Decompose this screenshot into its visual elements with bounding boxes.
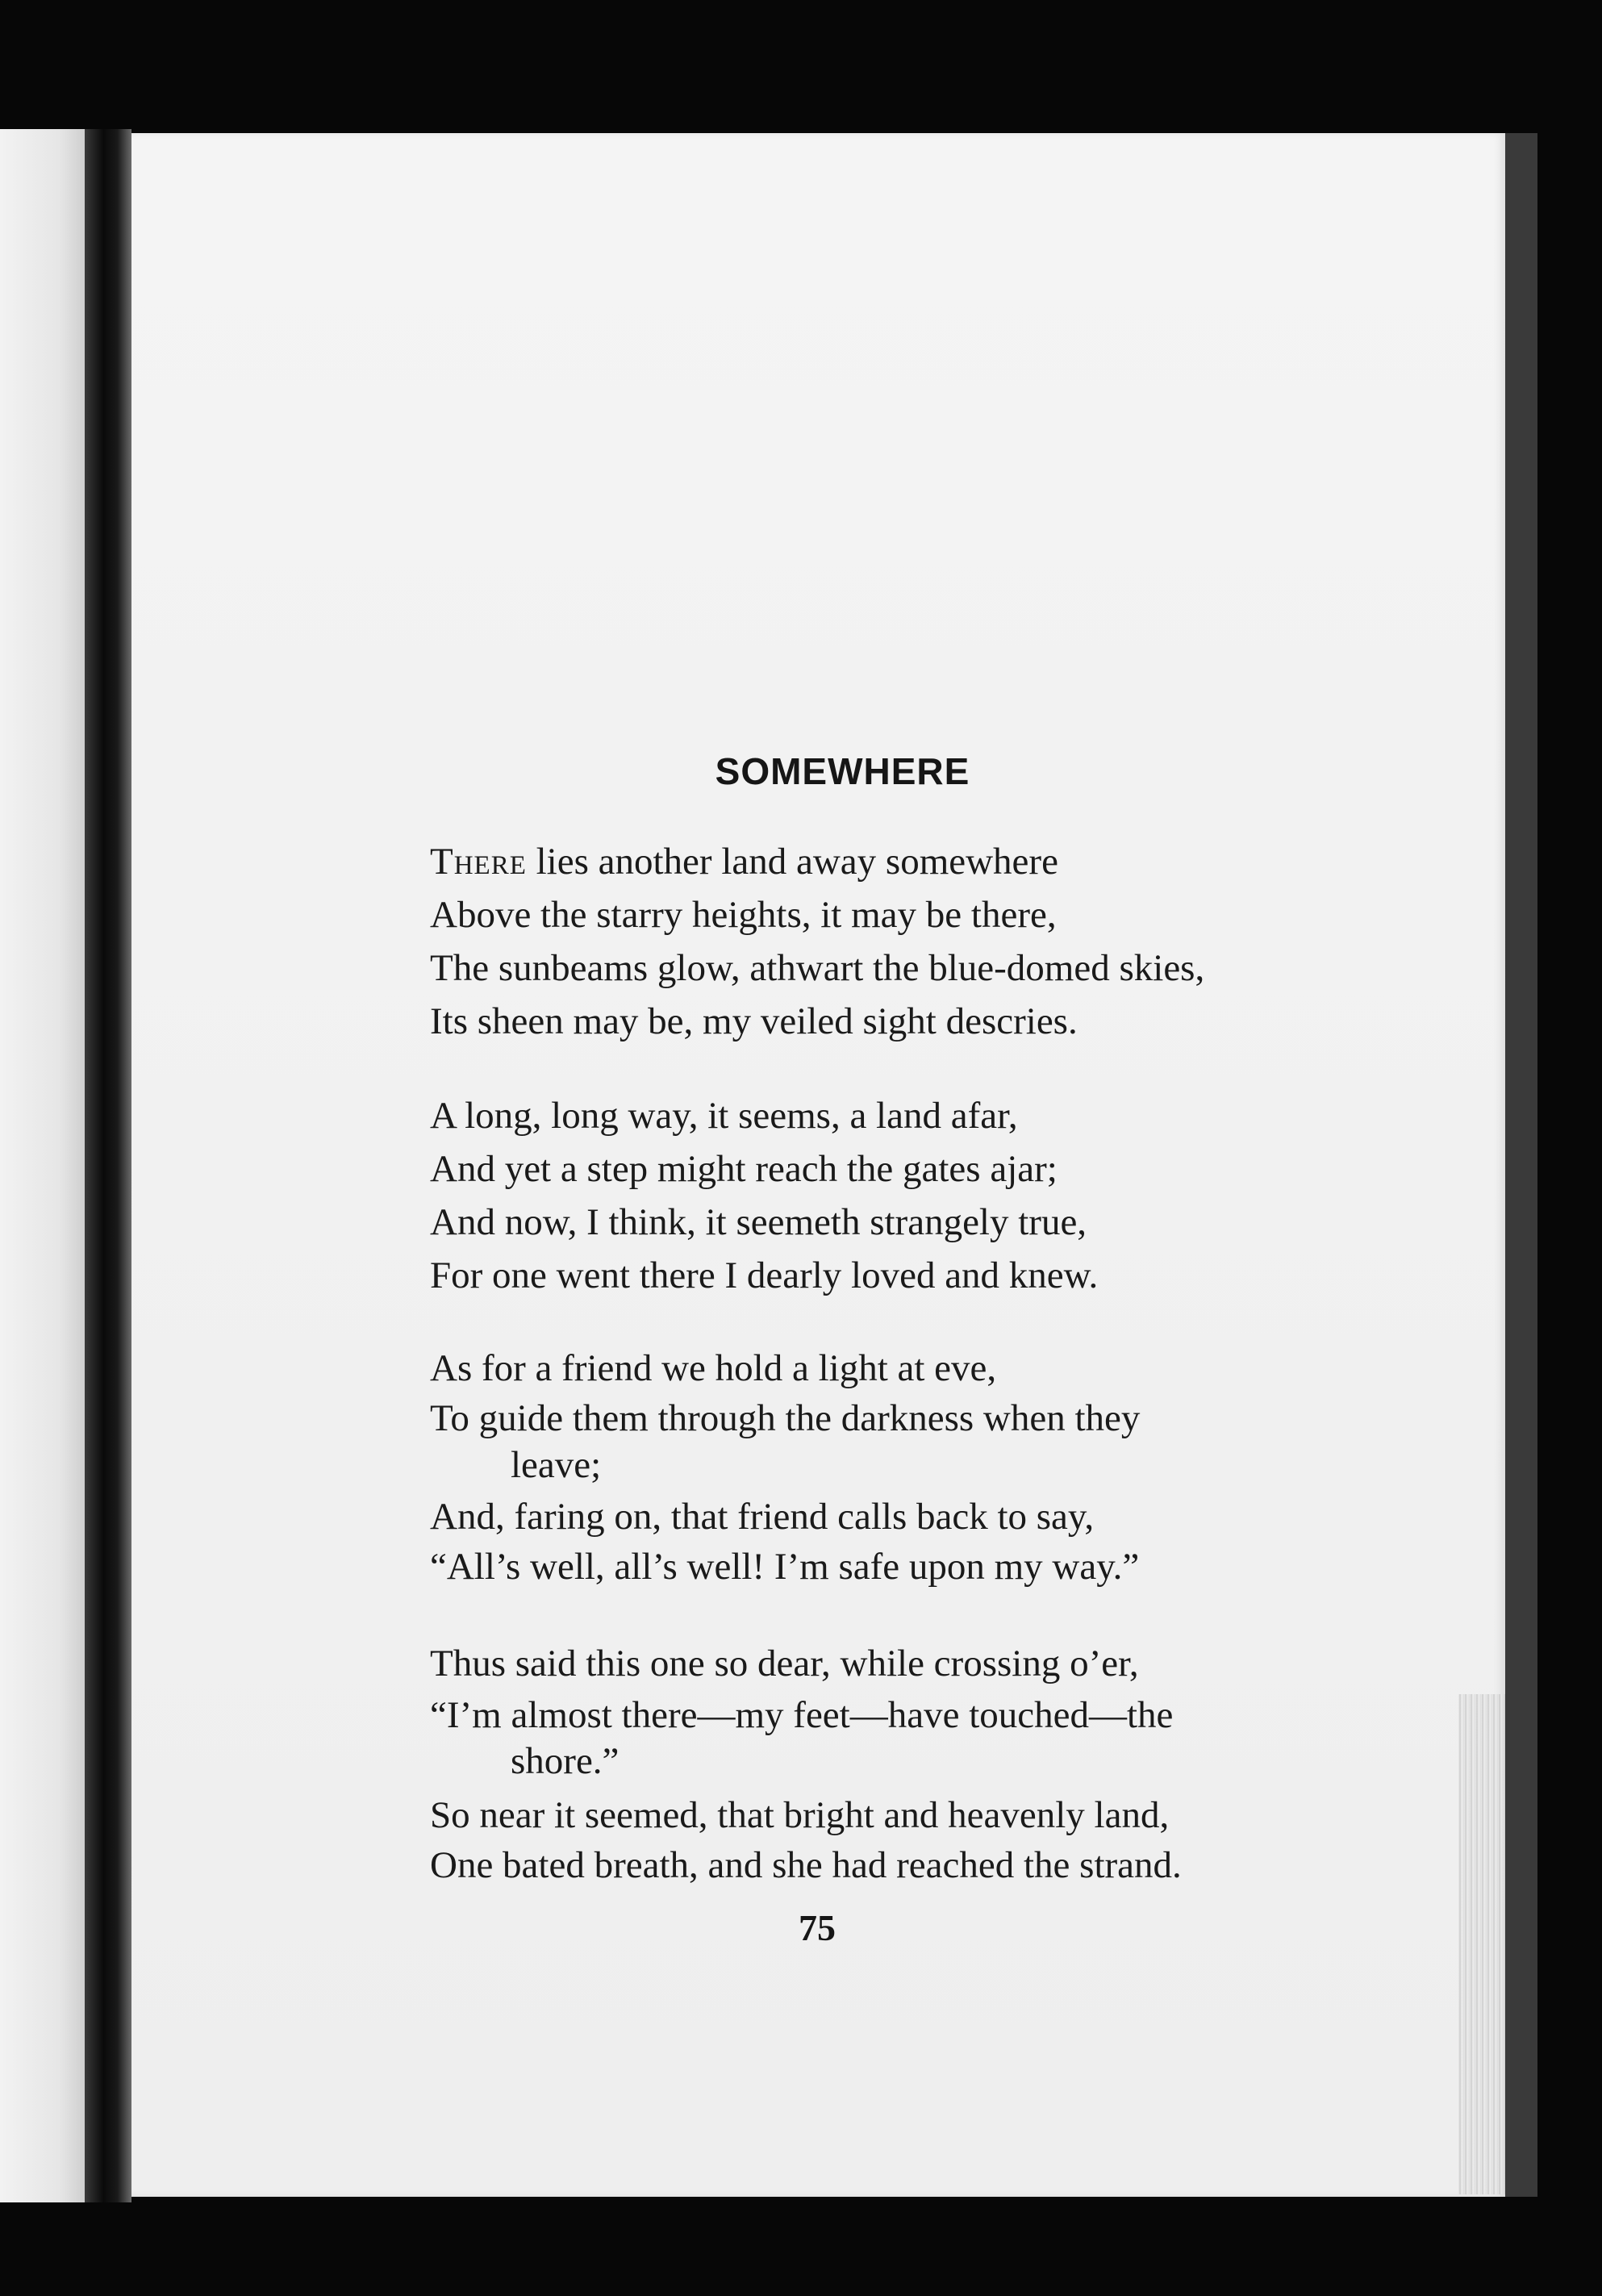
poem-line: Above the starry heights, it may be there, <box>430 894 1057 936</box>
poem-line: For one went there I dearly loved and knew. <box>430 1254 1099 1296</box>
book-gutter <box>85 129 131 2202</box>
book-page <box>131 133 1505 2197</box>
poem-line: The sunbeams glow, athwart the blue-domed skies, <box>430 947 1205 989</box>
poem-line: “All’s well, all’s well! I’m safe upon my way.” <box>430 1546 1140 1588</box>
drop-word: There <box>430 841 527 883</box>
scan-border <box>1505 133 1537 2197</box>
poem-line: A long, long way, it seems, a land afar, <box>430 1095 1018 1137</box>
poem-line: “I’m almost there—my feet—have touched—the <box>430 1694 1174 1736</box>
poem-line: Its sheen may be, my veiled sight descries. <box>430 1000 1078 1042</box>
poem-line-continuation: shore.” <box>511 1740 620 1782</box>
poem-line: So near it seemed, that bright and heavenly land, <box>430 1794 1170 1836</box>
poem-line: There lies another land away somewhere <box>430 841 1058 883</box>
poem-line: And now, I think, it seemeth strangely true, <box>430 1201 1087 1243</box>
facing-page-edge <box>0 129 85 2202</box>
page-stack-edge <box>1458 1694 1505 2194</box>
poem-line: And, faring on, that friend calls back to say, <box>430 1496 1095 1538</box>
poem-line: Thus said this one so dear, while crossing o’er, <box>430 1643 1139 1684</box>
poem-title: SOMEWHERE <box>715 750 970 792</box>
poem-line: To guide them through the darkness when they <box>430 1397 1141 1439</box>
poem-line-continuation: leave; <box>511 1444 602 1486</box>
poem-line: As for a friend we hold a light at eve, <box>430 1347 997 1389</box>
page-number: 75 <box>799 1907 836 1948</box>
poem-line: And yet a step might reach the gates ajar; <box>430 1148 1058 1190</box>
poem-line: One bated breath, and she had reached the strand. <box>430 1844 1182 1886</box>
